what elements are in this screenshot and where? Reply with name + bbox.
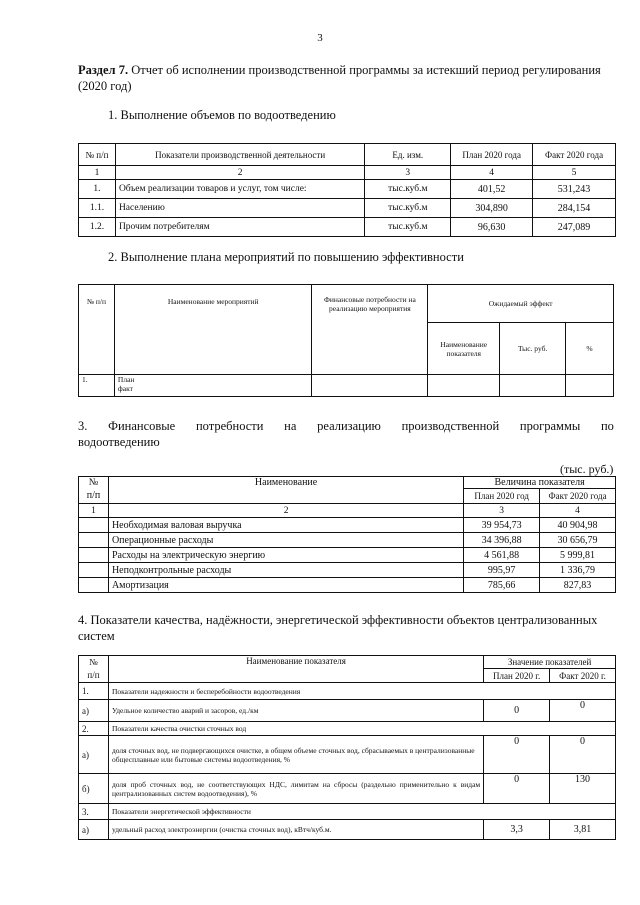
- t3-cell-name: Неподконтрольные расходы: [108, 563, 463, 578]
- t1-cell-fact: 284,154: [533, 199, 616, 218]
- t3-heading-word: 3.: [78, 419, 88, 433]
- t1-h-fact: Факт 2020 года: [533, 144, 616, 166]
- table-row: [79, 375, 614, 397]
- table-row: [79, 578, 616, 593]
- t4-h-num2: п/п: [79, 669, 109, 683]
- t4-h-num1: №: [79, 656, 109, 669]
- t1-cell-plan: 401,52: [451, 180, 533, 199]
- t3-colnum: 2: [108, 504, 463, 518]
- t3-cell-num: [79, 533, 109, 548]
- table-row: [79, 683, 616, 700]
- t4-table: [78, 655, 616, 840]
- t4-cell-fact: 0: [550, 736, 616, 774]
- t1-h-name: Показатели производственной деятельности: [115, 144, 364, 166]
- t3-cell-fact: 30 656,79: [540, 533, 616, 548]
- t1-colnum: 5: [533, 166, 616, 180]
- t4-h-fact: Факт 2020 г.: [550, 669, 616, 683]
- t4-cell-fact: 0: [550, 700, 616, 722]
- t4-heading: 4. Показатели качества, надёжности, энергетической эффективности объектов централизованных систем: [78, 613, 598, 643]
- t4-cell-name: Показатели качества очистки сточных вод: [108, 722, 615, 736]
- section-title: [78, 62, 618, 94]
- t3-heading-word: по: [600, 419, 614, 433]
- table-row: [79, 563, 616, 578]
- t2-h-name: Наименование мероприятий: [114, 285, 312, 375]
- t3-cell-num: [79, 578, 109, 593]
- t2-row-rub: [500, 375, 566, 397]
- t1-h-num: № п/п: [79, 144, 116, 166]
- t3-cell-name: Расходы на электрическую энергию: [108, 548, 463, 563]
- t2-h-fin: Финансовые потребности на реализацию мероприятия: [312, 285, 428, 375]
- t3-heading-word: реализацию: [317, 419, 381, 433]
- t3-cell-plan: 4 561,88: [464, 548, 540, 563]
- t3-colnum: 3: [464, 504, 540, 518]
- t3-cell-fact: 827,83: [540, 578, 616, 593]
- t4-cell-fact: 130: [550, 774, 616, 804]
- table-row: [79, 774, 616, 804]
- t1-colnum: 3: [365, 166, 451, 180]
- t2-row-fin: [312, 375, 428, 397]
- t4-h-plan: План 2020 г.: [484, 669, 550, 683]
- t1-cell-fact: 531,243: [533, 180, 616, 199]
- t2-row-indicator: [428, 375, 500, 397]
- t2-row-pct: [566, 375, 614, 397]
- table-row: [79, 518, 616, 533]
- t3-h-num1: №: [79, 477, 109, 489]
- t3-h-plan: План 2020 год: [464, 489, 540, 504]
- t1-colnum: 1: [79, 166, 116, 180]
- t4-cell-num: а): [79, 820, 109, 840]
- t2-h-indicator: Наименование показателя: [428, 323, 500, 375]
- t4-cell-plan: 0: [484, 700, 550, 722]
- t3-cell-fact: 1 336,79: [540, 563, 616, 578]
- table-row: [79, 548, 616, 563]
- t3-heading-word: Финансовые: [108, 419, 176, 433]
- t4-cell-num: 1.: [79, 683, 109, 700]
- t2-h-num: № п/п: [79, 285, 115, 375]
- t3-cell-fact: 40 904,98: [540, 518, 616, 533]
- t3-cell-name: Амортизация: [108, 578, 463, 593]
- t3-cell-plan: 39 954,73: [464, 518, 540, 533]
- t3-h-num2: п/п: [79, 489, 109, 504]
- t1-colnum: 4: [451, 166, 533, 180]
- t1-cell-name: Прочим потребителям: [115, 218, 364, 237]
- table-row: [79, 700, 616, 722]
- t2-row-plan: План: [117, 375, 135, 384]
- t3-cell-plan: 785,66: [464, 578, 540, 593]
- t3-cell-fact: 5 999,81: [540, 548, 616, 563]
- t2-table: [78, 284, 614, 397]
- t3-h-name: Наименование: [108, 477, 463, 504]
- table-row: [79, 218, 616, 237]
- t1-cell-num: 1.1.: [79, 199, 116, 218]
- t1-cell-name: Объем реализации товаров и услуг, том числе:: [115, 180, 364, 199]
- t4-cell-plan: 0: [484, 736, 550, 774]
- t2-h-pct: %: [566, 323, 614, 375]
- t3-cell-plan: 995,97: [464, 563, 540, 578]
- t3-cell-num: [79, 563, 109, 578]
- table-row: [79, 533, 616, 548]
- t3-h-value: Величина показателя: [464, 477, 616, 489]
- table-row: [79, 804, 616, 820]
- t3-heading-line1: [78, 418, 614, 434]
- t1-cell-plan: 304,890: [451, 199, 533, 218]
- table-row: [79, 722, 616, 736]
- t4-cell-name: доля проб сточных вод, не соответствующих НДС, лимитам на сбросы (раздельно применительно к видам централизованных систем водоотведения), %: [108, 774, 483, 804]
- t3-heading-word: программы: [519, 419, 581, 433]
- t1-heading: 1. Выполнение объемов по водоотведению: [108, 108, 336, 122]
- t4-cell-num: а): [79, 700, 109, 722]
- t3-heading: [78, 418, 614, 450]
- t1-cell-unit: тыс.куб.м: [365, 180, 451, 199]
- t3-cell-num: [79, 518, 109, 533]
- t2-row-name: [114, 375, 312, 397]
- t4-cell-num: 3.: [79, 804, 109, 820]
- t3-colnum: 4: [540, 504, 616, 518]
- t1-cell-num: 1.: [79, 180, 116, 199]
- t1-h-plan: План 2020 года: [451, 144, 533, 166]
- t1-cell-unit: тыс.куб.м: [365, 199, 451, 218]
- t1-cell-num: 1.2.: [79, 218, 116, 237]
- t1-colnum: 2: [115, 166, 364, 180]
- t4-cell-name: доля сточных вод, не подвергающихся очистке, в общем объеме сточных вод, сбрасываемых в централизованные общесплавные или бытовые системы водоотведения, %: [108, 736, 483, 774]
- t4-cell-num: б): [79, 774, 109, 804]
- t1-cell-plan: 96,630: [451, 218, 533, 237]
- t1-cell-fact: 247,089: [533, 218, 616, 237]
- table-row: [79, 199, 616, 218]
- t3-colnum: 1: [79, 504, 109, 518]
- t1-cell-unit: тыс.куб.м: [365, 218, 451, 237]
- t3-h-fact: Факт 2020 года: [540, 489, 616, 504]
- t4-cell-num: 2.: [79, 722, 109, 736]
- t2-h-effect: Ожидаемый эффект: [428, 285, 614, 323]
- t4-h-value: Значение показателей: [484, 656, 616, 669]
- section-title-text: Отчет об исполнении производственной программы за истекший период регулирования (2020 год): [78, 63, 601, 93]
- page-number: 3: [317, 32, 323, 44]
- t4-cell-name: Показатели надежности и бесперебойности водоотведения: [108, 683, 615, 700]
- t3-heading-word: на: [284, 419, 297, 433]
- t3-heading-word: потребности: [195, 419, 264, 433]
- t3-heading-line2: водоотведению: [78, 435, 160, 449]
- t3-cell-plan: 34 396,88: [464, 533, 540, 548]
- table-row: [79, 736, 616, 774]
- t4-cell-name: удельный расход электроэнергии (очистка сточных вод), кВтч/куб.м.: [108, 820, 483, 840]
- t3-units: (тыс. руб.): [560, 462, 614, 476]
- table-row: [79, 820, 616, 840]
- t1-h-unit: Ед. изм.: [365, 144, 451, 166]
- t4-cell-plan: 0: [484, 774, 550, 804]
- t3-heading-word: производственной: [401, 419, 500, 433]
- t4-cell-name: Показатели энергетической эффективности: [108, 804, 615, 820]
- t1-cell-name: Населению: [115, 199, 364, 218]
- t3-cell-name: Операционные расходы: [108, 533, 463, 548]
- t3-cell-name: Необходимая валовая выручка: [108, 518, 463, 533]
- section-label: Раздел 7.: [78, 63, 129, 77]
- t4-cell-name: Удельное количество аварий и засоров, ед./км: [108, 700, 483, 722]
- t2-row-fact: факт: [117, 384, 133, 393]
- t2-heading: 2. Выполнение плана мероприятий по повышению эффективности: [108, 250, 464, 264]
- t2-row-num: 1.: [79, 375, 115, 397]
- t4-cell-fact: 3,81: [550, 820, 616, 840]
- table-row: [79, 180, 616, 199]
- t2-h-rub: Тыс. руб.: [500, 323, 566, 375]
- t3-cell-num: [79, 548, 109, 563]
- t3-table: [78, 476, 616, 593]
- t4-cell-num: а): [79, 736, 109, 774]
- t1-table: [78, 143, 616, 237]
- t4-cell-plan: 3,3: [484, 820, 550, 840]
- t4-h-name: Наименование показателя: [108, 656, 483, 683]
